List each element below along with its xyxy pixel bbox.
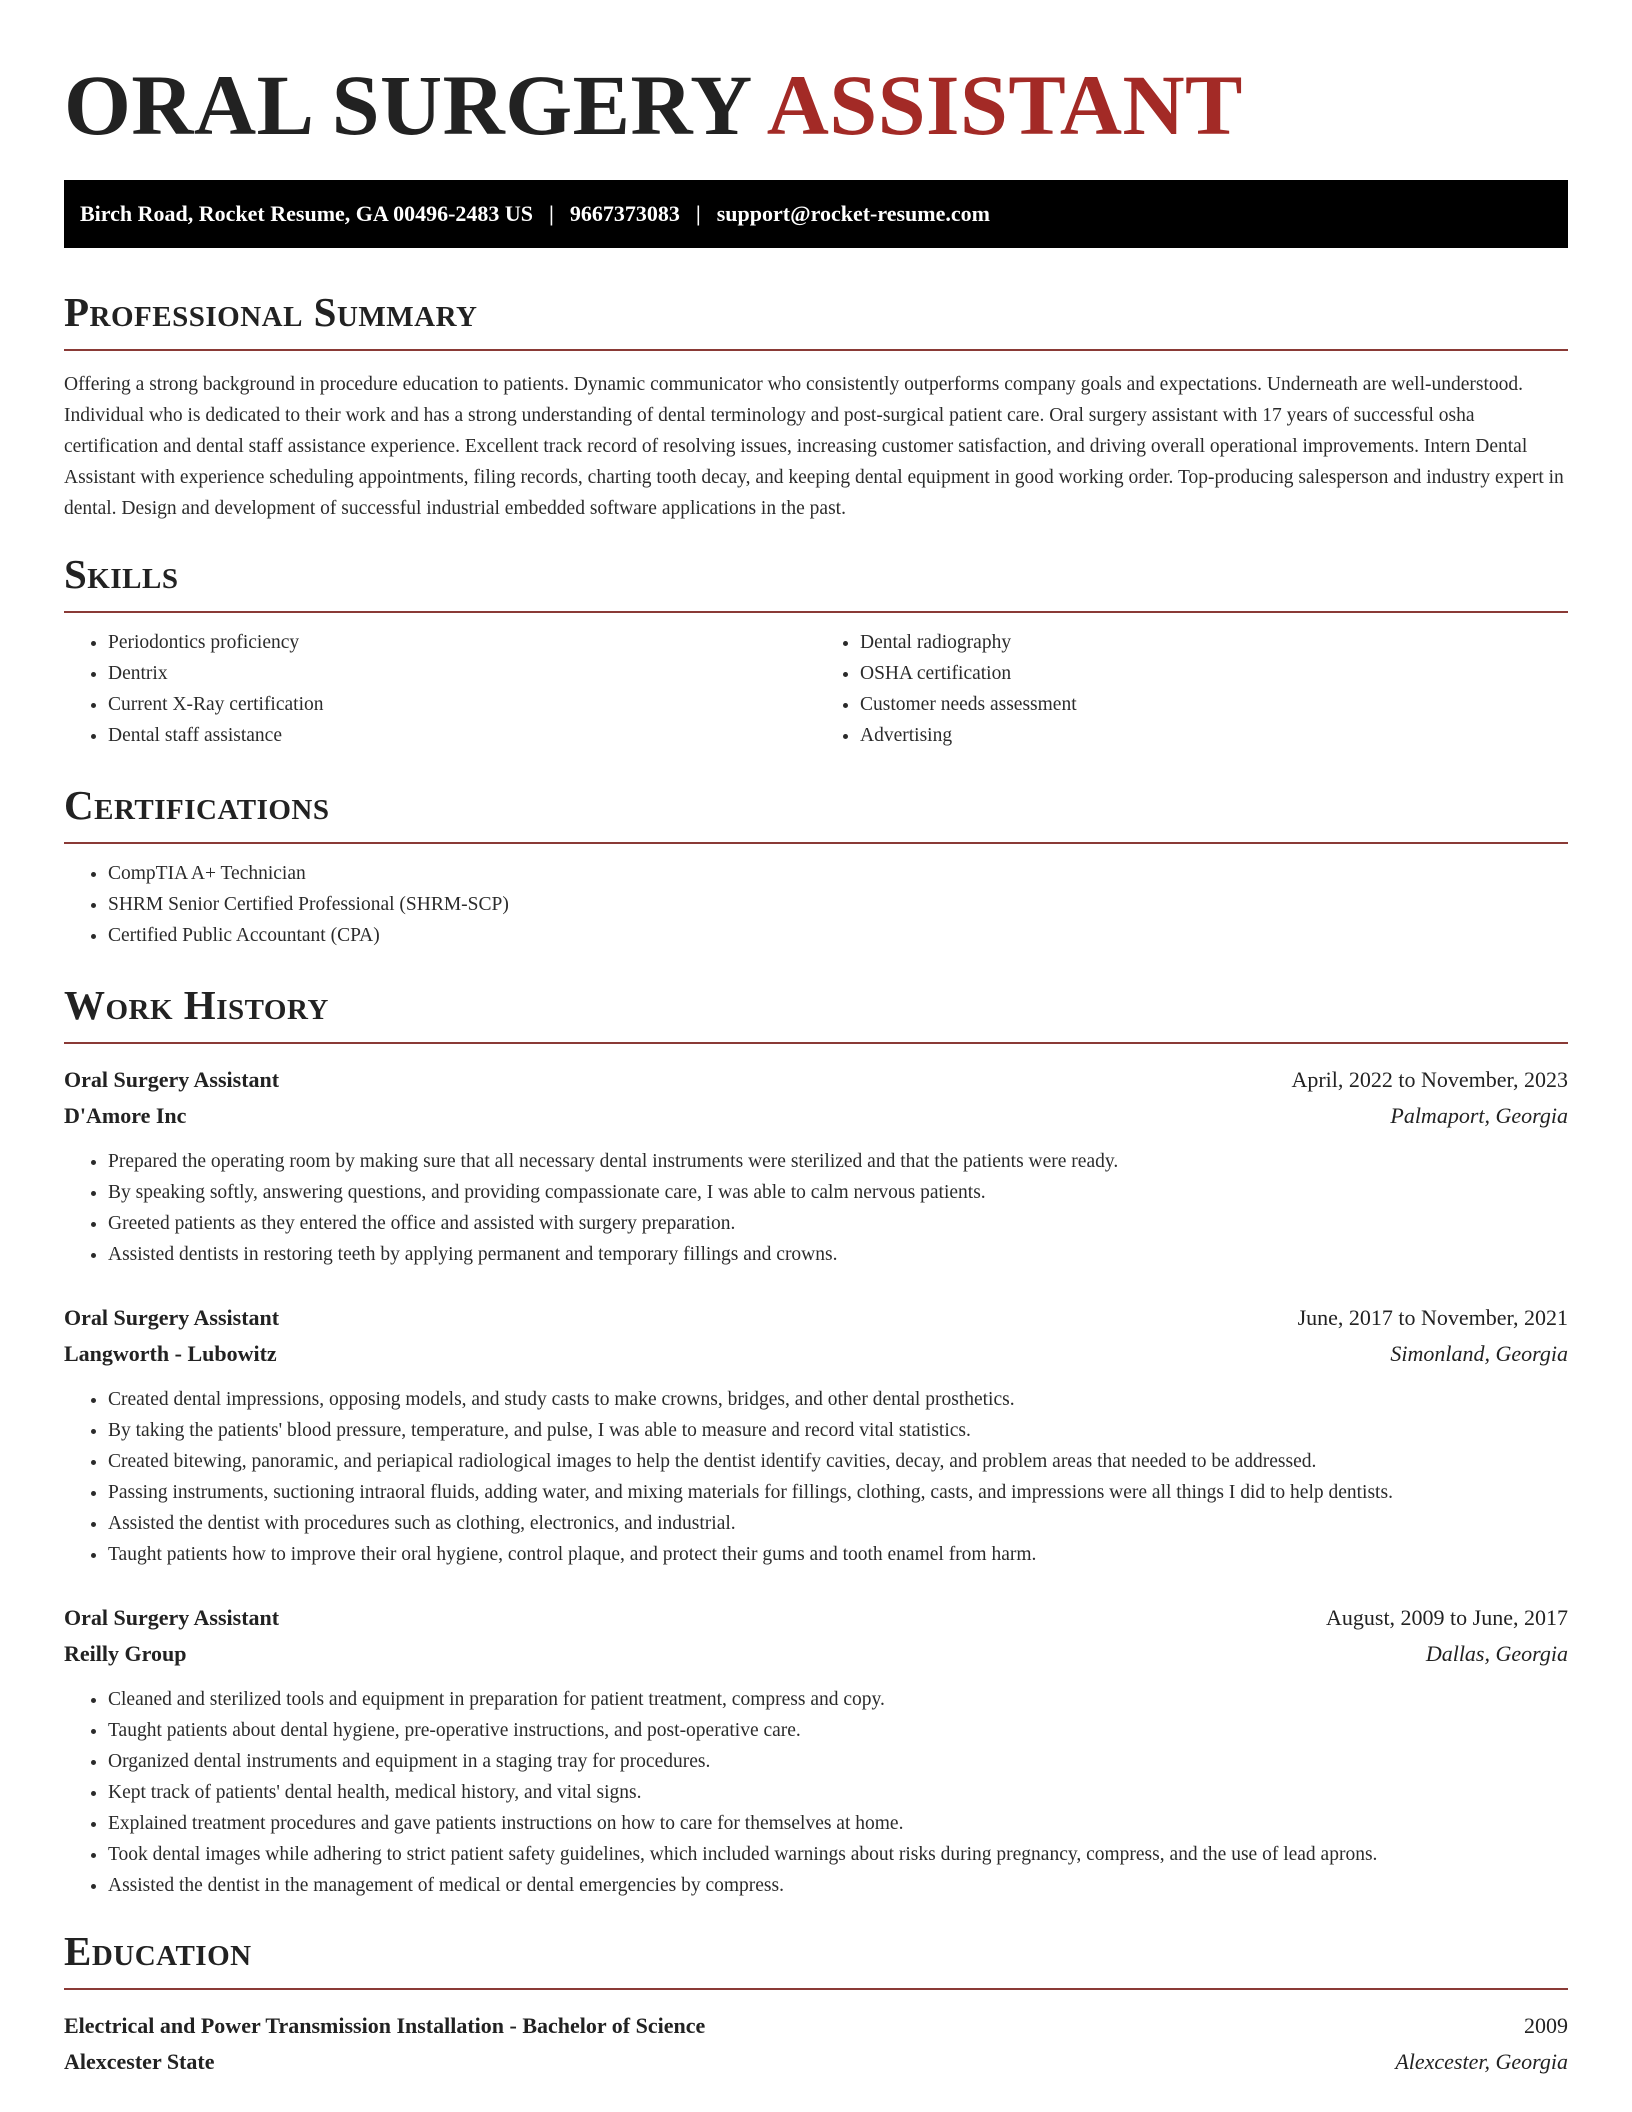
job-company: Reilly Group — [64, 1641, 187, 1666]
job-location: Palmaport, Georgia — [1390, 1103, 1568, 1128]
education-location: Alexcester, Georgia — [1395, 2049, 1568, 2074]
education-section — [64, 1928, 1568, 2080]
certifications-list — [64, 858, 1568, 951]
job-bullets — [64, 1146, 1568, 1270]
skill-item: • Dentrix — [108, 658, 816, 689]
contact-email: support@rocket-resume.com — [716, 201, 990, 226]
job-bullet: • Assisted dentists in restoring teeth by applying permanent and temporary fillings and crowns. — [108, 1239, 1568, 1270]
skills-section — [64, 551, 1568, 751]
section-title-summary: Professional Summary — [64, 292, 1568, 351]
skill-item: • OSHA certification — [860, 658, 1568, 689]
job-bullet: • Assisted the dentist with procedures such as clothing, electronics, and industrial. — [108, 1508, 1568, 1539]
job-role: Oral Surgery Assistant — [64, 1067, 280, 1092]
job-bullet: • Cleaned and sterilized tools and equipment in preparation for patient treatment, compress and copy. — [108, 1684, 1568, 1715]
job-entry — [64, 1600, 1568, 1901]
certification-item: • Certified Public Accountant (CPA) — [108, 920, 1568, 951]
education-degree: Electrical and Power Transmission Installation - Bachelor of Science — [64, 2013, 706, 2038]
job-bullet: • Organized dental instruments and equipment in a staging tray for procedures. — [108, 1746, 1568, 1777]
job-bullet: • Assisted the dentist in the management of medical or dental emergencies by compress. — [108, 1870, 1568, 1901]
name-first: ORAL SURGERY — [64, 57, 750, 153]
section-title-certifications: Certifications — [64, 785, 1568, 844]
education-year: 2009 — [1524, 2013, 1568, 2038]
job-bullet: • Passing instruments, suctioning intraoral fluids, adding water, and mixing materials for fillings, clothing, casts, and impressions were all things I did to help dentists. — [108, 1477, 1568, 1508]
skills-list-left — [64, 627, 816, 751]
job-entry — [64, 1062, 1568, 1270]
skill-item: • Current X-Ray certification — [108, 689, 816, 720]
skill-item: • Dental radiography — [860, 627, 1568, 658]
contact-address: Birch Road, Rocket Resume, GA 00496-2483 US — [80, 201, 534, 226]
job-bullet: • Explained treatment procedures and gave patients instructions on how to care for themselves at home. — [108, 1808, 1568, 1839]
contact-separator: | — [695, 201, 701, 226]
summary-section — [64, 289, 1568, 524]
job-bullets — [64, 1384, 1568, 1570]
job-location: Simonland, Georgia — [1390, 1341, 1568, 1366]
job-bullet: • Greeted patients as they entered the office and assisted with surgery preparation. — [108, 1208, 1568, 1239]
job-bullets — [64, 1684, 1568, 1901]
section-title-skills: Skills — [64, 554, 1568, 613]
job-bullet: • Taught patients how to improve their oral hygiene, control plaque, and protect their gums and tooth enamel from harm. — [108, 1539, 1568, 1570]
job-entry — [64, 1300, 1568, 1570]
job-bullet: • Created dental impressions, opposing models, and study casts to make crowns, bridges, and other dental prosthetics. — [108, 1384, 1568, 1415]
job-bullet: • By taking the patients' blood pressure, temperature, and pulse, I was able to measure and record vital statistics. — [108, 1415, 1568, 1446]
job-bullet: • Prepared the operating room by making sure that all necessary dental instruments were sterilized and that the patients were ready. — [108, 1146, 1568, 1177]
job-dates: June, 2017 to November, 2021 — [1297, 1305, 1568, 1330]
certifications-section — [64, 782, 1568, 951]
skill-item: • Dental staff assistance — [108, 720, 816, 751]
skills-grid — [64, 613, 1568, 751]
section-title-education: Education — [64, 1931, 1568, 1990]
job-dates: August, 2009 to June, 2017 — [1326, 1605, 1568, 1630]
summary-text: Offering a strong background in procedure education to patients. Dynamic communicator who consistently outperforms company goals and expectations. Underneath are well-understood. Individual who is dedicated to their work and has a strong understanding of dental terminology and post-surgical patient care. Oral surgery assistant with 17 years of successful osha certification and dental staff assistance experience. Excellent track record of resolving issues, increasing customer satisfaction, and driving overall operational improvements. Intern Dental Assistant with experience scheduling appointments, filing records, charting tooth decay, and keeping dental equipment in good working order. Top-producing salesperson and industry expert in dental. Design and development of successful industrial embedded software applications in the past. — [64, 374, 1564, 519]
job-bullet: • Kept track of patients' dental health, medical history, and vital signs. — [108, 1777, 1568, 1808]
job-dates: April, 2022 to November, 2023 — [1291, 1067, 1568, 1092]
name-accent: ASSISTANT — [766, 57, 1243, 153]
job-company: D'Amore Inc — [64, 1103, 187, 1128]
job-company: Langworth - Lubowitz — [64, 1341, 277, 1366]
education-entry — [64, 2008, 1568, 2080]
education-school: Alexcester State — [64, 2049, 215, 2074]
resume-name — [64, 56, 1568, 153]
job-bullet: • Took dental images while adhering to strict patient safety guidelines, which included warnings about risks during pregnancy, compress, and the use of lead aprons. — [108, 1839, 1568, 1870]
work-history-section — [64, 982, 1568, 1901]
job-bullet: • Created bitewing, panoramic, and periapical radiological images to help the dentist identify cavities, decay, and problem areas that needed to be addressed. — [108, 1446, 1568, 1477]
contact-bar — [64, 180, 1568, 248]
section-title-work-history: Work History — [64, 985, 1568, 1044]
job-bullet: • By speaking softly, answering questions, and providing compassionate care, I was able to calm nervous patients. — [108, 1177, 1568, 1208]
contact-phone: 9667373083 — [569, 201, 680, 226]
job-bullet: • Taught patients about dental hygiene, pre-operative instructions, and post-operative care. — [108, 1715, 1568, 1746]
skills-list-right — [816, 627, 1568, 751]
contact-separator: | — [549, 201, 554, 226]
job-location: Dallas, Georgia — [1425, 1641, 1568, 1666]
job-role: Oral Surgery Assistant — [64, 1605, 280, 1630]
skill-item: • Advertising — [860, 720, 1568, 751]
certification-item: • SHRM Senior Certified Professional (SHRM-SCP) — [108, 889, 1568, 920]
skill-item: • Periodontics proficiency — [108, 627, 816, 658]
certification-item: • CompTIA A+ Technician — [108, 858, 1568, 889]
skill-item: • Customer needs assessment — [860, 689, 1568, 720]
job-role: Oral Surgery Assistant — [64, 1305, 280, 1330]
